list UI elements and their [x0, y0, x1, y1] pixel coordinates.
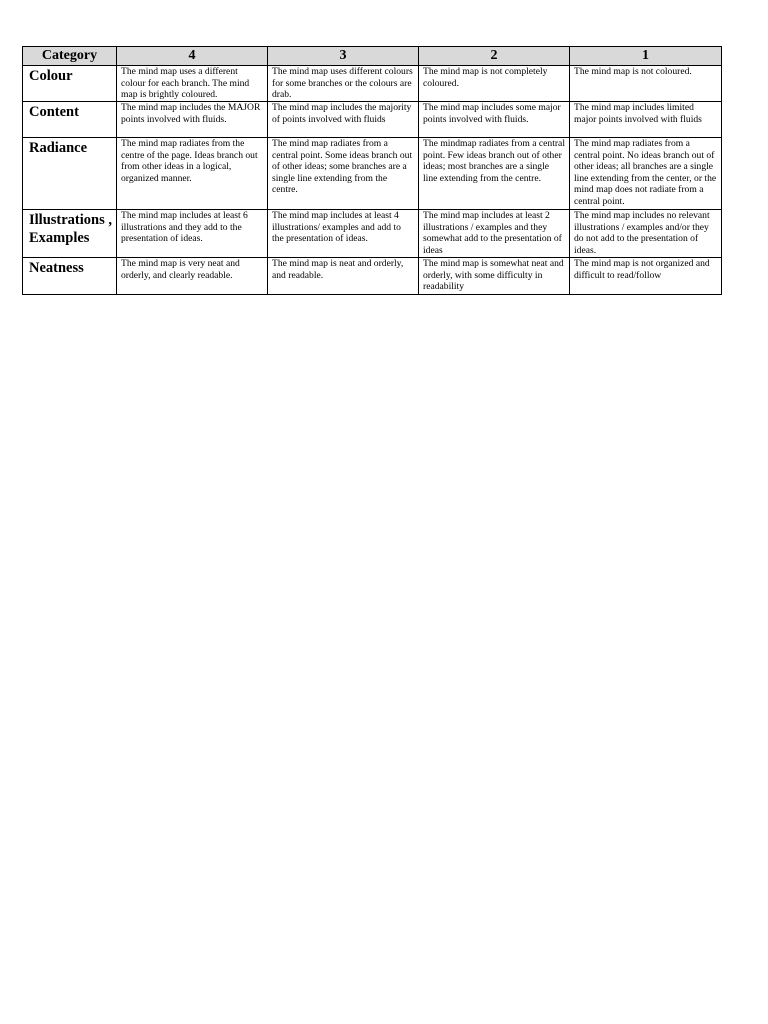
header-score-2: 2	[419, 47, 570, 66]
criterion-cell: The mind map includes no relevant illustrations / examples and/or they do not add to the presentation of ideas.	[570, 210, 722, 258]
header-category: Category	[23, 47, 117, 66]
header-row	[23, 47, 722, 66]
criterion-cell: The mind map is not coloured.	[570, 66, 722, 102]
criterion-cell: The mind map includes the MAJOR points involved with fluids.	[117, 102, 268, 138]
table-row	[23, 258, 722, 295]
criterion-cell: The mind map is very neat and orderly, and clearly readable.	[117, 258, 268, 295]
category-cell: Illustrations , Examples	[23, 210, 117, 258]
header-score-3: 3	[268, 47, 419, 66]
table-row	[23, 138, 722, 210]
criterion-cell: The mind map includes at least 2 illustrations / examples and they somewhat add to the presentation of ideas	[419, 210, 570, 258]
criterion-cell: The mind map includes at least 6 illustrations and they add to the presentation of ideas.	[117, 210, 268, 258]
criterion-cell: The mind map is somewhat neat and orderly, with some difficulty in readability	[419, 258, 570, 295]
table-row	[23, 210, 722, 258]
criterion-cell: The mind map is neat and orderly, and readable.	[268, 258, 419, 295]
criterion-cell: The mind map uses different colours for some branches or the colours are drab.	[268, 66, 419, 102]
criterion-cell: The mind map is not completely coloured.	[419, 66, 570, 102]
criterion-cell: The mind map includes some major points involved with fluids.	[419, 102, 570, 138]
table-row	[23, 102, 722, 138]
criterion-cell: The mind map uses a different colour for each branch. The mind map is brightly coloured.	[117, 66, 268, 102]
criterion-cell: The mind map radiates from a central point. No ideas branch out of other ideas; all branches are a single line extending from the center, or the mind map does not radiate from a central point.	[570, 138, 722, 210]
category-cell: Neatness	[23, 258, 117, 295]
criterion-cell: The mind map is not organized and difficult to read/follow	[570, 258, 722, 295]
criterion-cell: The mind map radiates from a central point. Some ideas branch out of other ideas; some branches are a single line extending from the centre.	[268, 138, 419, 210]
category-cell: Content	[23, 102, 117, 138]
criterion-cell: The mind map radiates from the centre of the page. Ideas branch out from other ideas in a logical, organized manner.	[117, 138, 268, 210]
criterion-cell: The mind map includes limited major points involved with fluids	[570, 102, 722, 138]
criterion-cell: The mind map includes at least 4 illustrations/ examples and add to the presentation of ideas.	[268, 210, 419, 258]
category-cell: Radiance	[23, 138, 117, 210]
header-score-4: 4	[117, 47, 268, 66]
rubric-table	[22, 46, 722, 295]
criterion-cell: The mindmap radiates from a central point. Few ideas branch out of other ideas; most branches are a single line extending from the centre.	[419, 138, 570, 210]
criterion-cell: The mind map includes the majority of points involved with fluids	[268, 102, 419, 138]
header-score-1: 1	[570, 47, 722, 66]
category-cell: Colour	[23, 66, 117, 102]
table-row	[23, 66, 722, 102]
